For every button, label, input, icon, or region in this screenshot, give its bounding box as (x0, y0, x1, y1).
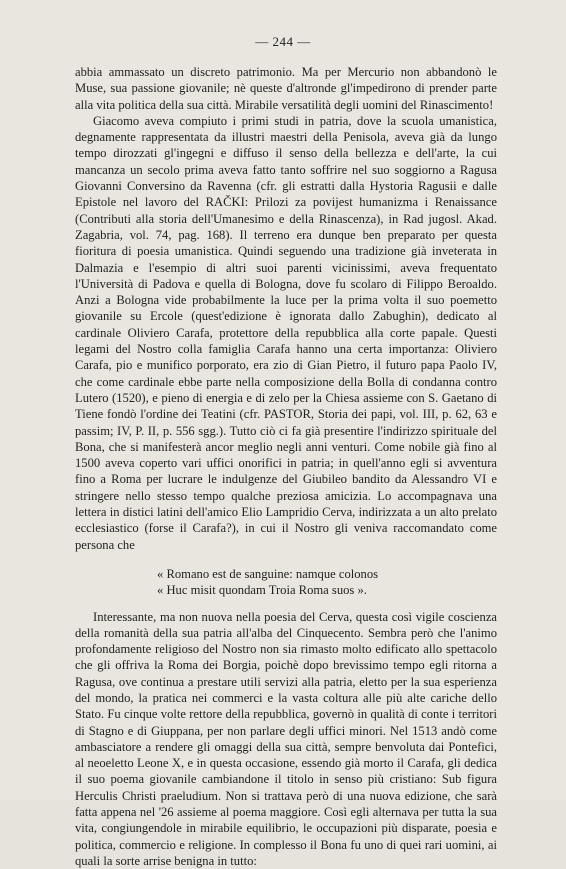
page-number: — 244 — (0, 34, 566, 50)
paragraph-1: abbia ammassato un discreto patrimonio. Ma per Mercurio non abbandonò le Muse, sua passione giovanile; nè queste d'altronde gl'impedirono di prender parte alla vita politica della sua città. Mirabile versatilità degli uomini del Rinascimento! (75, 64, 497, 113)
paragraph-2: Giacomo aveva compiuto i primi studi in patria, dove la scuola umanistica, degnamente rappresentata da illustri maestri della Penisola, aveva già da lungo tempo dirozzati gl'ingegni e diffuso il senso della bellezza e dell'arte, la cui mancanza un secolo prima aveva fatto tanto soffrire nel suo soggiorno a Ragusa Giovanni Conversino da Ravenna (cfr. gli estratti dalla Hystoria Ragusii e dalle Epistole nel lavoro del RAČKI: Prilozi za povijest humanizma i Renaissance (Contributi alla storia dell'Umanesimo e della Rinascenza), in Rad jugosl. Akad. Zagabria, vol. 74, pag. 168). Il terreno era dunque ben preparato per questa fioritura di poesia umanistica. Quindi seguendo una tradizione già inveterata in Dalmazia e l'esempio di altri suoi parenti vicinissimi, aveva frequentato l'Università di Padova e quella di Bologna, dove fu scolaro di Filippo Beroaldo. Anzi a Bologna vide probabilmente la luce per la prima volta il suo poemetto giovanile su Ercole (quest'edizione è ignorata dallo Zabughin), dedicato al cardinale Oliviero Carafa, protettore della repubblica alla corte papale. Questi legami del Nostro colla famiglia Carafa hanno una certa importanza: Oliviero Carafa, pio e munifico porporato, era zio di Gian Pietro, il futuro papa Paolo IV, che come cardinale ebbe parte nella composizione della Bolla di condanna contro Lutero (1520), e pieno di energia e di zelo per la Chiesa assieme con S. Gaetano di Tiene fondò l'ordine dei Teatini (cfr. PASTOR, Storia dei papi, vol. III, p. 62, 63 e passim; IV, P. II, p. 556 sgg.). Tutto ciò ci fa già presentire l'indirizzo spirituale del Bona, che si manifesterà ancor meglio negli anni venturi. Come nobile già fino al 1500 aveva coperto vari uffici onorifici in patria; in quell'anno egli si avventura fino a Roma per lucrare le indulgenze del Giubileo bandito da Alessandro VI e stringere nello stesso tempo qualche preziosa amicizia. Lo accompagnava una lettera in distici latini dell'amico Elio Lampridio Cerva, indirizzata a un alto prelato ecclesiastico (forse il Carafa?), in cui il Nostro gli veniva raccomandato come persona che (75, 113, 497, 553)
quote-line-1: « Romano est de sanguine: namque colonos (157, 566, 497, 582)
latin-quote (75, 566, 497, 599)
paragraph-3: Interessante, ma non nuova nella poesia del Cerva, questa così vigile coscienza della romanità della sua patria all'alba del Cinquecento. Sembra però che l'animo profondamente religioso del Nostro non sia rimasto molto edificato allo spettacolo che gli offriva la Roma dei Borgia, poichè dopo brevissimo tempo egli ritorna a Ragusa, ove continua a prestare utili servizi alla patria, eletto per la sua esperienza del mondo, la pratica nei commerci e la vasta coltura alle più alte cariche dello Stato. Fu cinque volte rettore della repubblica, governò in qualità di conte i territori di Stagno e di Giuppana, per non parlare degli uffici minori. Nel 1513 andò come ambasciatore a rendere gli omaggi della sua città, sempre benvoluta dai Pontefici, al neoeletto Leone X, e in questa occasione, essendo già morto il Carafa, gli dedica il suo poema giovanile cambiandone il titolo in senso più cristiano: Sub figura Herculis Christi praeludium. Non si trattava però di una nuova edizione, che sarà fatta appena nel '26 assieme al poema maggiore. Così egli alternava per tutta la sua vita, congiungendole in mirabile equilibrio, le occupazioni più disparate, poesia e politica, commercio e religione. In complesso il Bona fu uno di quei rari uomini, ai quali la sorte arrise benigna in tutto: (75, 609, 497, 869)
page-body (75, 64, 497, 869)
quote-line-2: « Huc misit quondam Troia Roma suos ». (157, 582, 497, 598)
